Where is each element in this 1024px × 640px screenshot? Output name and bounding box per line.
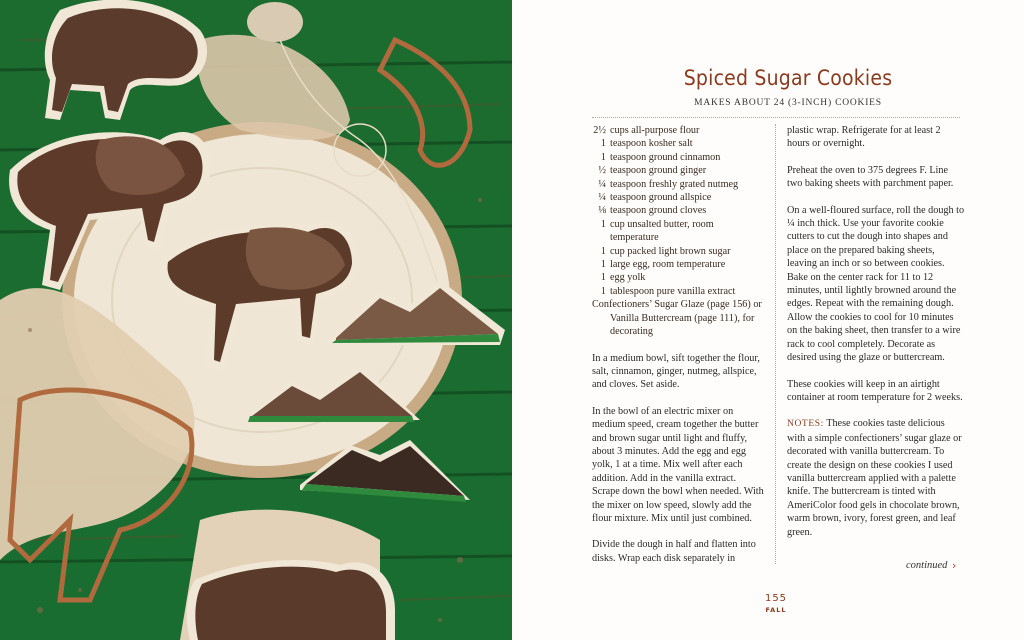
ingredient-qty: ⅛ bbox=[598, 205, 606, 217]
column-divider bbox=[775, 124, 776, 564]
ingredient-text: teaspoon ground allspice bbox=[610, 192, 712, 204]
step-paragraph: On a well-floured surface, roll the dough to ¼ inch thick. Use your favorite cookie cutters to cut the dough into shapes and place on the prepared baking sheets, leaving an inch or so between cookies. Bake on the center rack for 11 to 12 minutes, until lightly browned around the edges. Repeat with the remaining dough. Allow the cookies to cool for 10 minutes on the baking sheet, then transfer to a wire rack to cool completely. Decorate as desired using the glaze or buttercream. bbox=[787, 204, 965, 364]
ingredient-item bbox=[592, 191, 764, 204]
column-left bbox=[592, 124, 764, 578]
ingredient-item bbox=[592, 137, 764, 150]
step-paragraph: Preheat the oven to 375 degrees F. Line two baking sheets with parchment paper. bbox=[787, 164, 954, 190]
ingredient-item bbox=[592, 164, 764, 177]
recipe-yield: MAKES ABOUT 24 (3-INCH) COOKIES bbox=[694, 98, 882, 108]
ingredient-text: cup packed light brown sugar bbox=[610, 245, 731, 257]
step-paragraph: In a medium bowl, sift together the flour, salt, cinnamon, ginger, nutmeg, allspice, and cloves. Set aside. bbox=[592, 352, 760, 391]
step-paragraph: In the bowl of an electric mixer on medium speed, cream together the butter and brown sugar until light and fluffy, about 3 minutes. Add the egg and egg yolk, 1 at a time. Mix well after each addition. Add in the vanilla extract. Scrape down the bowl when needed. With the mixer on low speed, slowly add the flour mixture. Mix until just combined. bbox=[592, 405, 764, 524]
ingredient-qty: ½ bbox=[598, 165, 606, 177]
ingredient-text: cups all-purpose flour bbox=[610, 125, 700, 136]
ingredient-qty: 2½ bbox=[593, 125, 606, 136]
step-paragraph: plastic wrap. Refrigerate for at least 2 hours or overnight. bbox=[787, 125, 941, 150]
ingredient-qty: ¼ bbox=[598, 178, 606, 190]
ingredient-item bbox=[592, 298, 764, 338]
notes-text: These cookies taste delicious with a simple confectioners’ sugar glaze or decorated with vanilla buttercream. To create the design on these cookies I used vanilla buttercream applied with a palette knife. The buttercream is tinted with AmeriColor food gels in chocolate brown, warm brown, ivory, forest green, and leaf green. bbox=[787, 418, 962, 538]
section-label: FALL bbox=[765, 606, 787, 614]
ingredient-item bbox=[592, 271, 764, 284]
recipe-page bbox=[512, 0, 1024, 640]
ingredient-qty: 1 bbox=[600, 272, 606, 284]
page-number: 155 bbox=[764, 593, 788, 604]
ingredient-qty: ¼ bbox=[598, 192, 606, 204]
ingredient-qty: 1 bbox=[600, 245, 606, 257]
ingredient-item bbox=[592, 124, 764, 137]
ingredient-qty: 1 bbox=[600, 285, 606, 297]
ingredient-qty: 1 bbox=[600, 259, 606, 271]
ingredient-text: teaspoon ground ginger bbox=[610, 165, 707, 177]
notes-label: NOTES: bbox=[787, 419, 824, 430]
recipe-title: Spiced Sugar Cookies bbox=[683, 66, 893, 90]
ingredient-text: teaspoon kosher salt bbox=[610, 138, 693, 150]
ingredient-text: tablespoon pure vanilla extract bbox=[610, 285, 736, 297]
ingredient-item bbox=[592, 258, 764, 271]
step-paragraph: Divide the dough in half and flatten into disks. Wrap each disk separately in bbox=[592, 539, 756, 564]
ingredient-qty: 1 bbox=[600, 151, 606, 163]
ingredient-text: egg yolk bbox=[610, 272, 646, 284]
ingredient-qty: 1 bbox=[600, 218, 606, 230]
ingredient-text: cup unsalted butter, room temperature bbox=[610, 218, 714, 244]
ingredient-item bbox=[592, 151, 764, 164]
column-right bbox=[787, 124, 965, 552]
ingredient-text: Confectioners’ Sugar Glaze (page 156) or Vanilla Buttercream (page 111), for decorating bbox=[592, 299, 762, 338]
chevron-right-icon: › bbox=[952, 559, 957, 572]
header-divider bbox=[592, 117, 960, 118]
ingredient-item bbox=[592, 178, 764, 191]
ingredient-list bbox=[592, 124, 764, 339]
ingredient-text: large egg, room temperature bbox=[610, 259, 726, 271]
continued-label: continued bbox=[906, 560, 948, 571]
ingredient-item bbox=[592, 218, 764, 245]
ingredient-text: teaspoon freshly grated nutmeg bbox=[610, 178, 739, 190]
ingredient-text: teaspoon ground cloves bbox=[610, 205, 707, 217]
ingredient-text: teaspoon ground cinnamon bbox=[610, 151, 721, 163]
ingredient-item bbox=[592, 285, 764, 298]
notes-paragraph bbox=[787, 417, 965, 539]
step-paragraph: These cookies will keep in an airtight container at room temperature for 2 weeks. bbox=[787, 378, 963, 403]
ingredient-item bbox=[592, 245, 764, 258]
ingredient-item bbox=[592, 204, 764, 217]
ingredient-qty: 1 bbox=[600, 138, 606, 150]
